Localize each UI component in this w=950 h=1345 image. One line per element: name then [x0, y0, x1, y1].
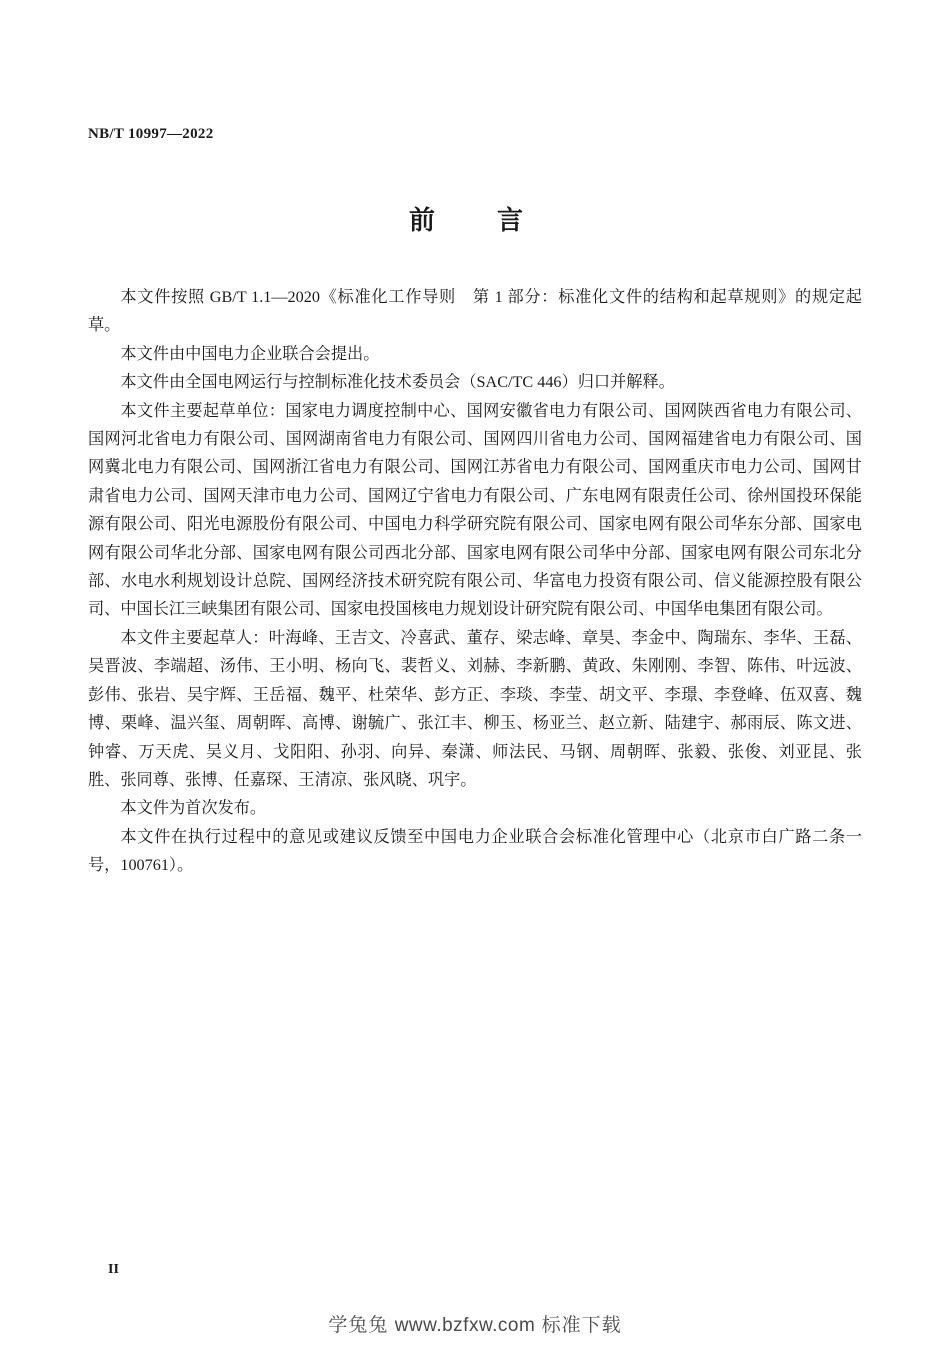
page-header-standard-code: NB/T 10997—2022 [88, 126, 214, 142]
foreword-paragraph: 本文件为首次发布。 [120, 799, 267, 818]
watermark-url: www.bzfxw.com [394, 1315, 536, 1336]
foreword-paragraph: 本文件由全国电网运行与控制标准化技术委员会（SAC/TC 446）归口并解释。 [120, 373, 675, 392]
watermark-prefix: 学兔兔 [328, 1315, 389, 1336]
foreword-paragraph: 本文件主要起草人：叶海峰、王吉文、冷喜武、董存、梁志峰、章昊、李金中、陶瑞东、李华、王磊、吴晋波、李端超、汤伟、王小明、杨向飞、裴哲义、刘赫、李新鹏、黄政、朱刚刚、李智、陈伟、叶远波、彭伟、张岩、吴宇辉、王岳福、魏平、杜荣华、彭方正、李琰、李莹、胡文平、李璟、李登峰、伍双喜、魏博、栗峰、温兴玺、周朝晖、高博、谢毓广、张江丰、柳玉、杨亚兰、赵立新、陆建宇、郝雨辰、陈文进、钟睿、万天虎、吴义月、戈阳阳、孙羽、向异、秦潇、师法民、马钢、周朝晖、张毅、张俊、刘亚昆、张胜、张同尊、张博、任嘉琛、王清凉、张风晓、巩宇。 [88, 628, 862, 789]
foreword-paragraph: 本文件按照 GB/T 1.1—2020《标准化工作导则 第 1 部分：标准化文件的结构和起草规则》的规定起草。 [88, 288, 862, 335]
foreword-body [88, 283, 862, 880]
page-number: II [108, 1262, 119, 1277]
foreword-paragraph: 本文件在执行过程中的意见或建议反馈至中国电力企业联合会标准化管理中心（北京市白广路二条一号，100761）。 [88, 827, 862, 875]
foreword-paragraph: 本文件由中国电力企业联合会提出。 [120, 344, 380, 363]
watermark [0, 1310, 950, 1337]
foreword-paragraph: 本文件主要起草单位：国家电力调度控制中心、国网安徽省电力有限公司、国网陕西省电力有限公司、国网河北省电力有限公司、国网湖南省电力有限公司、国网四川省电力公司、国网福建省电力有限公司、国网冀北电力有限公司、国网浙江省电力有限公司、国网江苏省电力有限公司、国网重庆市电力公司、国网甘肃省电力公司、国网天津市电力公司、国网辽宁省电力有限公司、广东电网有限责任公司、徐州国投环保能源有限公司、阳光电源股份有限公司、中国电力科学研究院有限公司、国家电网有限公司华东分部、国家电网有限公司华北分部、国家电网有限公司西北分部、国家电网有限公司华中分部、国家电网有限公司东北分部、水电水利规划设计总院、国网经济技术研究院有限公司、华富电力投资有限公司、信义能源控股有限公司、中国长江三峡集团有限公司、国家电投国核电力规划设计研究院有限公司、中国华电集团有限公司。 [88, 401, 862, 619]
page-title: 前 言 [408, 206, 541, 235]
watermark-suffix: 标准下载 [541, 1315, 622, 1336]
